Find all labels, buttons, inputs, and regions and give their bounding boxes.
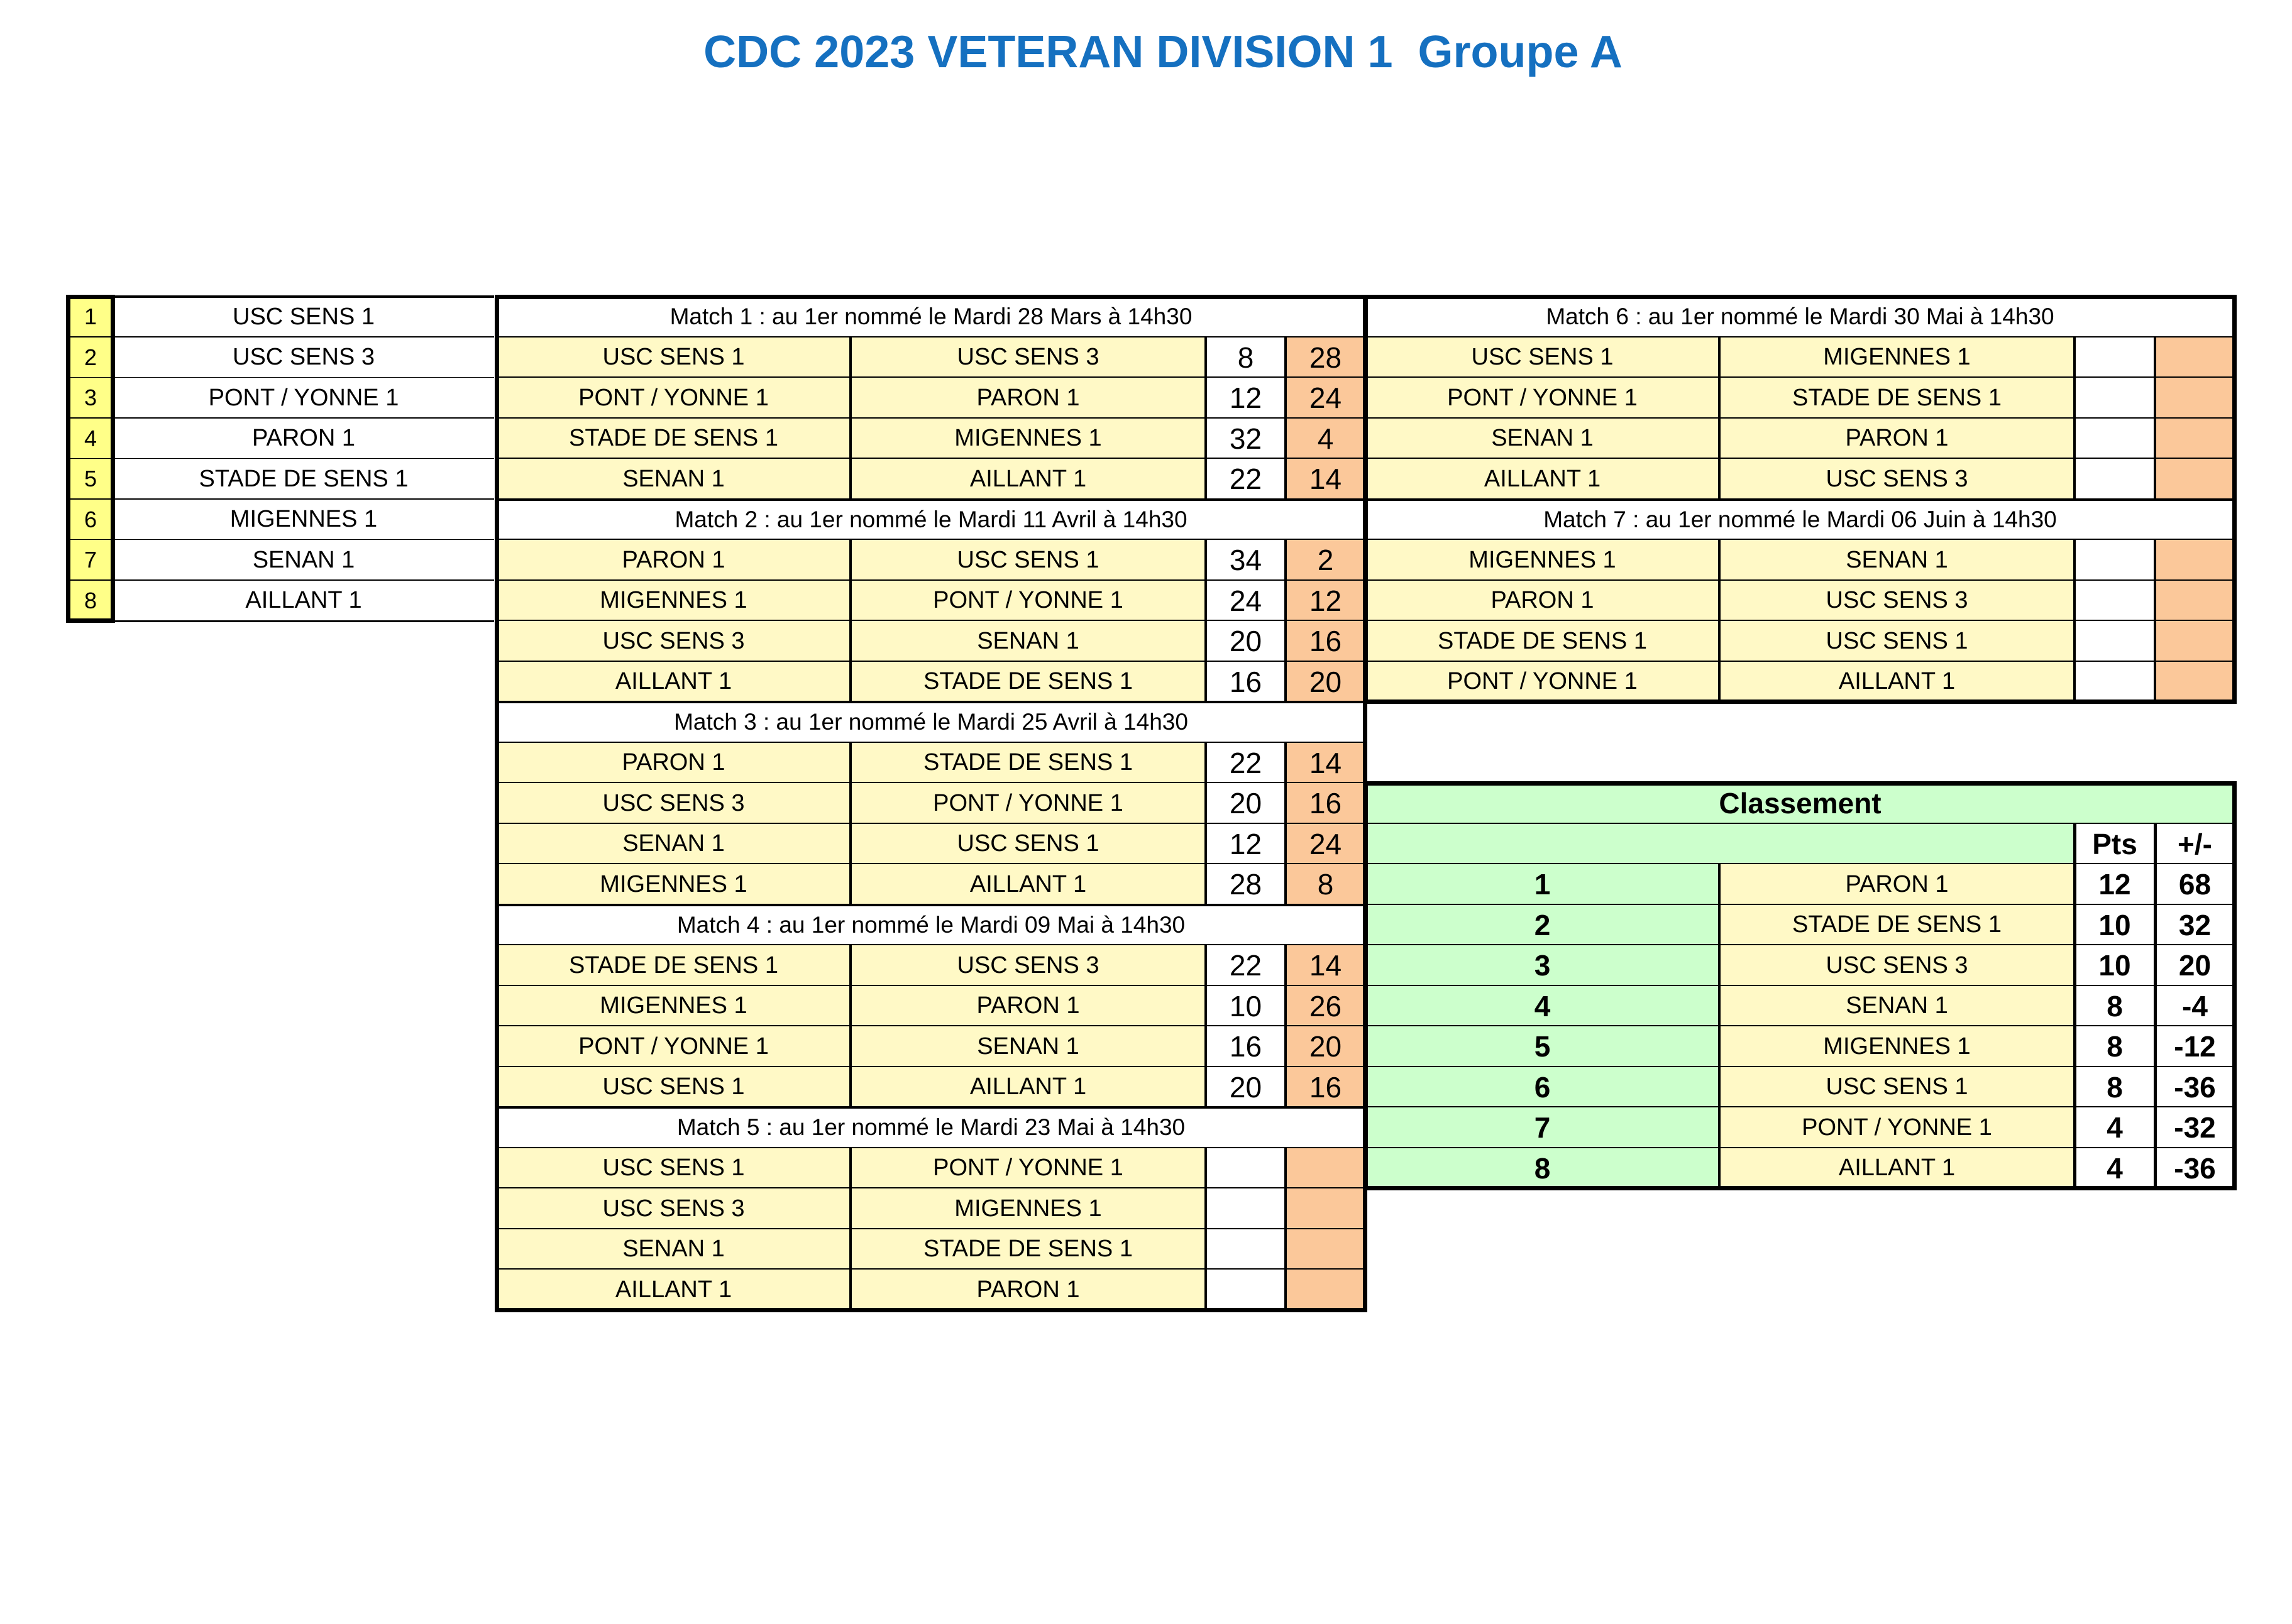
rank-diff: -12 bbox=[2155, 1026, 2235, 1067]
page-title: CDC 2023 VETERAN DIVISION 1 Groupe A bbox=[703, 27, 1623, 77]
rank-points: 12 bbox=[2074, 864, 2155, 905]
rank-team: AILLANT 1 bbox=[1719, 1148, 2074, 1189]
home-score: 32 bbox=[1206, 419, 1286, 459]
rank-team: PARON 1 bbox=[1719, 864, 2074, 905]
home-score bbox=[2074, 662, 2155, 703]
home-team: PARON 1 bbox=[497, 743, 851, 784]
team-number: 6 bbox=[68, 500, 113, 540]
away-team: PONT / YONNE 1 bbox=[851, 581, 1206, 622]
home-team: MIGENNES 1 bbox=[1365, 540, 1719, 581]
home-score: 8 bbox=[1206, 337, 1286, 378]
away-score: 8 bbox=[1286, 864, 1365, 905]
home-team: USC SENS 1 bbox=[497, 1148, 851, 1189]
away-team: SENAN 1 bbox=[851, 1026, 1206, 1067]
away-team: SENAN 1 bbox=[851, 621, 1206, 662]
rank-points: 4 bbox=[2074, 1107, 2155, 1148]
home-score: 22 bbox=[1206, 945, 1286, 986]
home-score: 12 bbox=[1206, 824, 1286, 865]
rank-team: PONT / YONNE 1 bbox=[1719, 1107, 2074, 1148]
rank-points: 10 bbox=[2074, 945, 2155, 986]
rank-number: 2 bbox=[1365, 905, 1719, 946]
home-score bbox=[1206, 1188, 1286, 1229]
home-team: USC SENS 3 bbox=[497, 621, 851, 662]
home-team: AILLANT 1 bbox=[1365, 459, 1719, 500]
rank-team: SENAN 1 bbox=[1719, 986, 2074, 1027]
home-team: SENAN 1 bbox=[497, 459, 851, 500]
home-team: STADE DE SENS 1 bbox=[497, 945, 851, 986]
rank-points: 8 bbox=[2074, 1026, 2155, 1067]
rank-points: 8 bbox=[2074, 1067, 2155, 1108]
match-header: Match 2 : au 1er nommé le Mardi 11 Avril à 14h30 bbox=[497, 500, 1365, 540]
rank-diff: -4 bbox=[2155, 986, 2235, 1027]
match-header: Match 7 : au 1er nommé le Mardi 06 Juin à 14h30 bbox=[1365, 500, 2235, 540]
away-team: PARON 1 bbox=[851, 378, 1206, 419]
home-score: 12 bbox=[1206, 378, 1286, 419]
away-score bbox=[2155, 581, 2235, 622]
team-name: USC SENS 3 bbox=[113, 337, 494, 378]
rank-number: 7 bbox=[1365, 1107, 1719, 1148]
away-score: 14 bbox=[1286, 743, 1365, 784]
away-team: STADE DE SENS 1 bbox=[1719, 378, 2074, 419]
away-team: USC SENS 3 bbox=[851, 945, 1206, 986]
team-number: 5 bbox=[68, 459, 113, 500]
rank-diff: -32 bbox=[2155, 1107, 2235, 1148]
home-score: 16 bbox=[1206, 1026, 1286, 1067]
home-team: STADE DE SENS 1 bbox=[497, 419, 851, 459]
away-score bbox=[1286, 1270, 1365, 1310]
away-team: MIGENNES 1 bbox=[1719, 337, 2074, 378]
home-team: USC SENS 3 bbox=[497, 783, 851, 824]
away-team: AILLANT 1 bbox=[851, 1067, 1206, 1108]
rank-team: USC SENS 1 bbox=[1719, 1067, 2074, 1108]
classement-title: Classement bbox=[1365, 783, 2235, 824]
rank-number: 1 bbox=[1365, 864, 1719, 905]
home-score: 10 bbox=[1206, 986, 1286, 1027]
away-score: 16 bbox=[1286, 1067, 1365, 1108]
home-team: PONT / YONNE 1 bbox=[497, 1026, 851, 1067]
away-team: USC SENS 1 bbox=[851, 824, 1206, 865]
rank-diff: 20 bbox=[2155, 945, 2235, 986]
away-team: USC SENS 1 bbox=[851, 540, 1206, 581]
home-score bbox=[2074, 419, 2155, 459]
away-team: AILLANT 1 bbox=[851, 459, 1206, 500]
rank-number: 8 bbox=[1365, 1148, 1719, 1189]
home-score: 20 bbox=[1206, 783, 1286, 824]
team-name: SENAN 1 bbox=[113, 540, 494, 581]
match-header: Match 1 : au 1er nommé le Mardi 28 Mars à 14h30 bbox=[497, 297, 1365, 337]
team-name: MIGENNES 1 bbox=[113, 500, 494, 540]
away-score: 16 bbox=[1286, 621, 1365, 662]
home-score bbox=[2074, 540, 2155, 581]
home-team: PARON 1 bbox=[1365, 581, 1719, 622]
team-name: AILLANT 1 bbox=[113, 581, 494, 622]
away-team: PONT / YONNE 1 bbox=[851, 783, 1206, 824]
team-number: 1 bbox=[68, 297, 113, 337]
home-team: PONT / YONNE 1 bbox=[1365, 378, 1719, 419]
rank-number: 6 bbox=[1365, 1067, 1719, 1108]
home-score bbox=[1206, 1270, 1286, 1310]
away-score: 12 bbox=[1286, 581, 1365, 622]
home-team: MIGENNES 1 bbox=[497, 864, 851, 905]
away-score bbox=[2155, 378, 2235, 419]
away-team: USC SENS 1 bbox=[1719, 621, 2074, 662]
rank-diff: -36 bbox=[2155, 1148, 2235, 1189]
away-score: 4 bbox=[1286, 419, 1365, 459]
home-team: PARON 1 bbox=[497, 540, 851, 581]
away-score bbox=[1286, 1188, 1365, 1229]
away-team: USC SENS 3 bbox=[851, 337, 1206, 378]
team-number: 7 bbox=[68, 540, 113, 581]
home-team: SENAN 1 bbox=[497, 1229, 851, 1270]
away-score: 28 bbox=[1286, 337, 1365, 378]
away-score bbox=[2155, 459, 2235, 500]
away-team: STADE DE SENS 1 bbox=[851, 743, 1206, 784]
home-team: USC SENS 1 bbox=[497, 337, 851, 378]
team-number: 8 bbox=[68, 581, 113, 622]
team-name: PARON 1 bbox=[113, 419, 494, 459]
match-header: Match 3 : au 1er nommé le Mardi 25 Avril à 14h30 bbox=[497, 702, 1365, 743]
home-team: STADE DE SENS 1 bbox=[1365, 621, 1719, 662]
away-team: USC SENS 3 bbox=[1719, 581, 2074, 622]
away-score bbox=[1286, 1229, 1365, 1270]
match-header: Match 4 : au 1er nommé le Mardi 09 Mai à 14h30 bbox=[497, 905, 1365, 946]
home-score bbox=[2074, 337, 2155, 378]
away-team: MIGENNES 1 bbox=[851, 1188, 1206, 1229]
away-score: 20 bbox=[1286, 1026, 1365, 1067]
home-score: 24 bbox=[1206, 581, 1286, 622]
home-score bbox=[2074, 621, 2155, 662]
home-team: MIGENNES 1 bbox=[497, 986, 851, 1027]
home-team: AILLANT 1 bbox=[497, 1270, 851, 1310]
team-number: 2 bbox=[68, 337, 113, 378]
away-score bbox=[2155, 337, 2235, 378]
rank-number: 5 bbox=[1365, 1026, 1719, 1067]
away-team: PONT / YONNE 1 bbox=[851, 1148, 1206, 1189]
home-score: 22 bbox=[1206, 743, 1286, 784]
home-score bbox=[1206, 1229, 1286, 1270]
away-team: PARON 1 bbox=[851, 986, 1206, 1027]
home-score: 28 bbox=[1206, 864, 1286, 905]
rank-points: 4 bbox=[2074, 1148, 2155, 1189]
team-number: 3 bbox=[68, 378, 113, 419]
away-score: 14 bbox=[1286, 459, 1365, 500]
away-team: PARON 1 bbox=[851, 1270, 1206, 1310]
home-team: MIGENNES 1 bbox=[497, 581, 851, 622]
home-team: AILLANT 1 bbox=[497, 662, 851, 703]
rank-number: 3 bbox=[1365, 945, 1719, 986]
pts-header: Pts bbox=[2074, 824, 2155, 865]
away-score bbox=[1286, 1148, 1365, 1189]
home-team: PONT / YONNE 1 bbox=[497, 378, 851, 419]
away-team: STADE DE SENS 1 bbox=[851, 662, 1206, 703]
rank-diff: 68 bbox=[2155, 864, 2235, 905]
home-team: USC SENS 1 bbox=[497, 1067, 851, 1108]
rank-points: 8 bbox=[2074, 986, 2155, 1027]
rank-diff: 32 bbox=[2155, 905, 2235, 946]
team-name: USC SENS 1 bbox=[113, 297, 494, 337]
rank-number: 4 bbox=[1365, 986, 1719, 1027]
away-score: 26 bbox=[1286, 986, 1365, 1027]
away-score: 16 bbox=[1286, 783, 1365, 824]
home-score: 34 bbox=[1206, 540, 1286, 581]
rank-diff: -36 bbox=[2155, 1067, 2235, 1108]
away-team: AILLANT 1 bbox=[851, 864, 1206, 905]
away-team: STADE DE SENS 1 bbox=[851, 1229, 1206, 1270]
rank-team: STADE DE SENS 1 bbox=[1719, 905, 2074, 946]
away-score: 14 bbox=[1286, 945, 1365, 986]
home-score bbox=[2074, 459, 2155, 500]
away-team: SENAN 1 bbox=[1719, 540, 2074, 581]
home-score bbox=[2074, 581, 2155, 622]
home-team: PONT / YONNE 1 bbox=[1365, 662, 1719, 703]
team-name: STADE DE SENS 1 bbox=[113, 459, 494, 500]
match-header: Match 5 : au 1er nommé le Mardi 23 Mai à 14h30 bbox=[497, 1107, 1365, 1148]
home-team: SENAN 1 bbox=[497, 824, 851, 865]
away-score: 24 bbox=[1286, 824, 1365, 865]
home-score: 20 bbox=[1206, 1067, 1286, 1108]
away-team: MIGENNES 1 bbox=[851, 419, 1206, 459]
home-team: USC SENS 3 bbox=[497, 1188, 851, 1229]
home-score: 20 bbox=[1206, 621, 1286, 662]
away-score: 2 bbox=[1286, 540, 1365, 581]
away-score: 20 bbox=[1286, 662, 1365, 703]
rank-points: 10 bbox=[2074, 905, 2155, 946]
away-score bbox=[2155, 621, 2235, 662]
team-name: PONT / YONNE 1 bbox=[113, 378, 494, 419]
home-team: SENAN 1 bbox=[1365, 419, 1719, 459]
away-team: USC SENS 3 bbox=[1719, 459, 2074, 500]
away-team: PARON 1 bbox=[1719, 419, 2074, 459]
home-team: USC SENS 1 bbox=[1365, 337, 1719, 378]
home-score bbox=[2074, 378, 2155, 419]
rank-team: MIGENNES 1 bbox=[1719, 1026, 2074, 1067]
diff-header: +/- bbox=[2155, 824, 2235, 865]
match-header: Match 6 : au 1er nommé le Mardi 30 Mai à 14h30 bbox=[1365, 297, 2235, 337]
away-score bbox=[2155, 662, 2235, 703]
classement-header-blank bbox=[1365, 824, 2074, 865]
away-score bbox=[2155, 419, 2235, 459]
away-team: AILLANT 1 bbox=[1719, 662, 2074, 703]
home-score bbox=[1206, 1148, 1286, 1189]
rank-team: USC SENS 3 bbox=[1719, 945, 2074, 986]
team-number: 4 bbox=[68, 419, 113, 459]
home-score: 22 bbox=[1206, 459, 1286, 500]
away-score bbox=[2155, 540, 2235, 581]
away-score: 24 bbox=[1286, 378, 1365, 419]
home-score: 16 bbox=[1206, 662, 1286, 703]
